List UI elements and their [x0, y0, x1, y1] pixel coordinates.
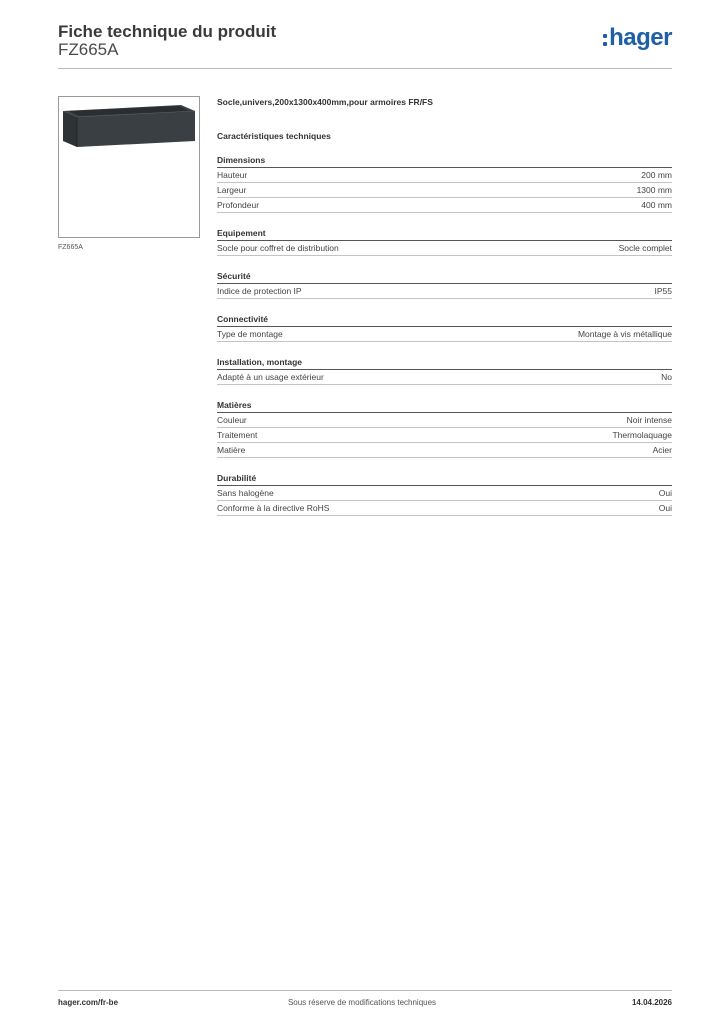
hager-logo	[603, 26, 672, 50]
spec-section	[217, 472, 672, 516]
spec-value: No	[661, 372, 672, 382]
product-specifications	[217, 96, 672, 516]
spec-row	[217, 501, 672, 516]
spec-value: 200 mm	[641, 170, 672, 180]
spec-section	[217, 154, 672, 213]
header-divider	[58, 68, 672, 69]
product-description: Socle,univers,200x1300x400mm,pour armoires FR/FS	[217, 97, 433, 107]
spec-label: Conforme à la directive RoHS	[217, 503, 330, 513]
product-reference: FZ665A	[58, 40, 119, 59]
spec-label: Socle pour coffret de distribution	[217, 243, 339, 253]
spec-label: Hauteur	[217, 170, 248, 180]
spec-section	[217, 270, 672, 299]
spec-label: Couleur	[217, 415, 247, 425]
spec-value: Oui	[658, 488, 672, 498]
product-plinth-icon	[59, 97, 199, 237]
page-header	[58, 20, 672, 70]
spec-row	[217, 413, 672, 428]
spec-row	[217, 370, 672, 385]
spec-row	[217, 327, 672, 342]
page-title: Fiche technique du produit	[58, 22, 277, 41]
spec-value: 1300 mm	[636, 185, 672, 195]
section-title: Durabilité	[217, 472, 672, 486]
spec-value: Socle complet	[618, 243, 672, 253]
spec-value: 400 mm	[641, 200, 672, 210]
spec-row	[217, 443, 672, 458]
spec-label: Profondeur	[217, 200, 260, 210]
image-caption: FZ665A	[58, 244, 83, 251]
spec-sections	[217, 154, 672, 516]
spec-section	[217, 313, 672, 342]
footer-divider	[58, 990, 672, 991]
section-title: Matières	[217, 399, 672, 413]
spec-row	[217, 486, 672, 501]
section-title: Equipement	[217, 227, 672, 241]
spec-value: Acier	[652, 445, 672, 455]
spec-value: Montage à vis métallique	[577, 329, 672, 339]
spec-value: Noir intense	[626, 415, 672, 425]
section-title: Connectivité	[217, 313, 672, 327]
spec-label: Indice de protection IP	[217, 286, 302, 296]
logo-mark-icon	[603, 34, 607, 46]
spec-value: Thermolaquage	[612, 430, 672, 440]
footer-notice: Sous réserve de modifications techniques	[287, 998, 437, 1007]
spec-label: Matière	[217, 445, 246, 455]
spec-label: Type de montage	[217, 329, 283, 339]
spec-row	[217, 183, 672, 198]
footer-date: 14.04.2026	[631, 998, 672, 1007]
spec-section	[217, 227, 672, 256]
spec-label: Largeur	[217, 185, 247, 195]
section-title: Dimensions	[217, 154, 672, 168]
spec-row	[217, 241, 672, 256]
product-image	[58, 96, 200, 238]
spec-section	[217, 399, 672, 458]
spec-value: Oui	[658, 503, 672, 513]
section-title: Installation, montage	[217, 356, 672, 370]
spec-value: IP55	[654, 286, 672, 296]
spec-label: Adapté à un usage extérieur	[217, 372, 324, 382]
spec-row	[217, 168, 672, 183]
spec-row	[217, 284, 672, 299]
spec-label: Traitement	[217, 430, 258, 440]
spec-label: Sans halogène	[217, 488, 274, 498]
logo-wordmark: hager	[609, 24, 672, 51]
spec-row	[217, 198, 672, 213]
spec-section	[217, 356, 672, 385]
footer-website: hager.com/fr-be	[58, 998, 119, 1007]
section-title: Sécurité	[217, 270, 672, 284]
specs-heading: Caractéristiques techniques	[217, 131, 331, 141]
spec-row	[217, 428, 672, 443]
